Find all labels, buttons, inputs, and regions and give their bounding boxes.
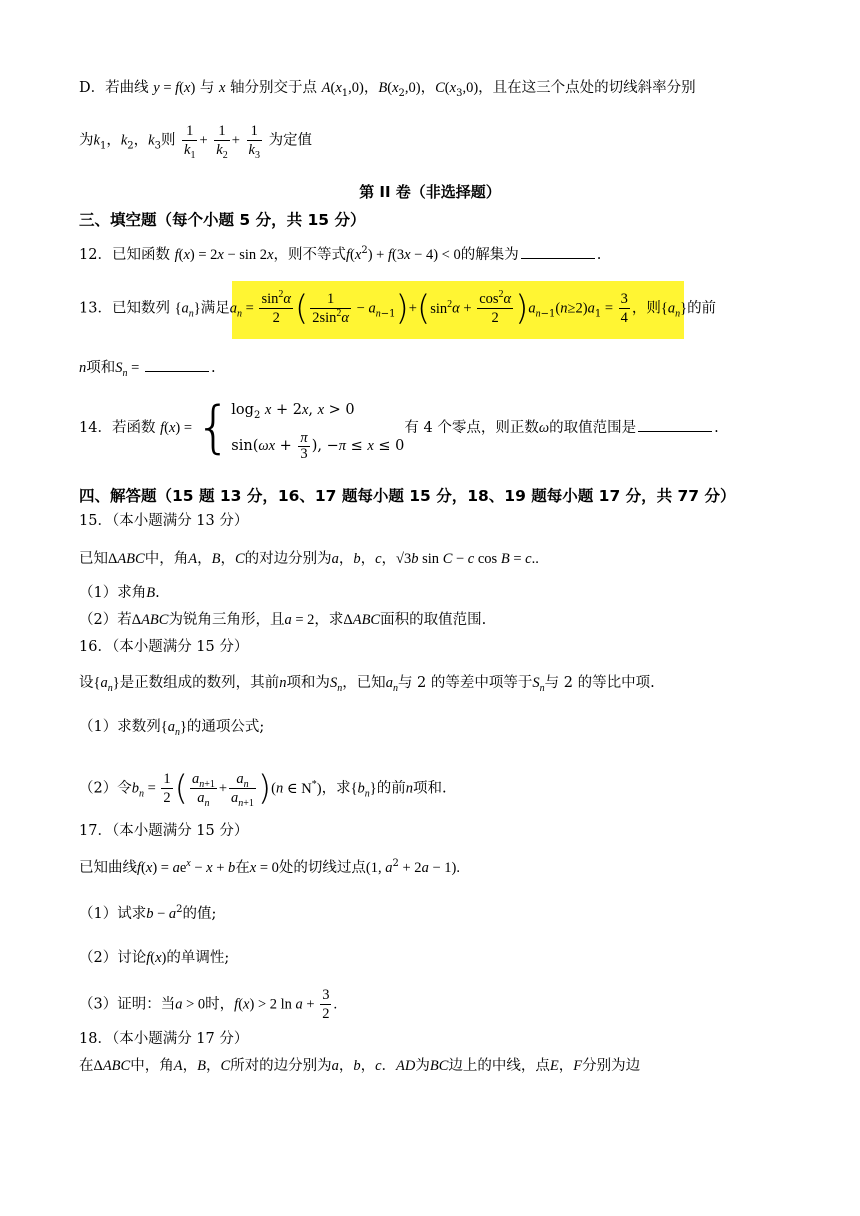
question-12: 12．已知函数 f(x) = 2x − sin 2x，则不等式$f(x^2) + f(3x - 4) < 0$的解集为 . <box>79 245 602 263</box>
answer-blank[interactable] <box>521 244 595 259</box>
section3-heading: 三、填空题（每个小题 5 分，共 15 分） <box>79 211 366 229</box>
q17-part3: （3）证明：当a > 0时，f(x) > 2 ln a + $\frac{3}{2}$ . <box>79 987 338 1022</box>
choice-d-line1: D．若曲线 y = f(x) 与 x 轴分别交于点 $A(x_1,0)$，$B(x_2,0)$，$C(x_3,0)$，且在这三个点处的切线斜率分别 <box>79 80 696 99</box>
q18-head: 18．（本小题满分 17 分） <box>79 1031 249 1047</box>
answer-blank[interactable] <box>145 357 209 372</box>
q18-stem: 在ΔABC中，角A，B，C所对的边分别为a，b，c．AD为BC边上的中线，点E，F分别为边 <box>79 1058 641 1074</box>
q15-part1: （1）求角B. <box>79 585 160 601</box>
q17-head: 17．（本小题满分 15 分） <box>79 823 249 839</box>
question-13-line2: n项和$S_n$ = . <box>79 357 800 379</box>
question-14: 14．若函数 f(x) = { $\log_2 x + 2x$, x > 0 sin(ωx + $\frac{\pi}{3}$ ), −π ≤ x ≤ 0 有 4 个零点，则正数ω的取值范围是 . <box>79 395 719 462</box>
q16-head: 16．（本小题满分 15 分） <box>79 639 249 655</box>
q15-head: 15．（本小题满分 13 分） <box>79 513 249 529</box>
q16-stem: 设$\{a_n\}$是正数组成的数列，其前n项和为$S_n$，已知$a_n$与 2 的等差中项等于$S_n$与 2 的等比中项. <box>79 675 655 694</box>
q15-stem: 已知ΔABC中，角A，B，C的对边分别为a，b，c，√3b sin C − c cos B = c.. <box>79 551 539 567</box>
part2-title: 第 II 卷（非选择题） <box>359 183 501 201</box>
q16-part2: （2）令$b_n$ = $\frac{1}{2}$ ( $\frac{a_{n+1}}{a_n}$ + $\frac{a_n}{a_{n+1}}$ )(n ∈ N*)，求$\{b_n\}$的前n项和. <box>79 768 447 809</box>
choice-d-line2: 为$k_1$，$k_2$，$k_3$则 $\frac{1}{k_1}$ + $\frac{1}{k_2}$ + $\frac{1}{k_3}$ 为定值 <box>79 123 313 161</box>
q15-part2: （2）若ΔABC为锐角三角形，且a = 2，求ΔABC面积的取值范围. <box>79 612 487 628</box>
q17-part2: （2）讨论f(x)的单调性; <box>79 950 230 966</box>
q17-part1: （1）试求$b - a^2$的值; <box>79 904 217 922</box>
section4-heading: 四、解答题（15 题 13 分，16、17 题每小题 15 分，18、19 题每小题 17 分，共 77 分） <box>79 487 736 505</box>
q17-stem: 已知曲线$f(x) = ae^x - x + b$在x = 0处的切线过点(1, $a^2 + 2a - 1$). <box>79 858 460 876</box>
q16-part1: （1）求数列$\{a_n\}$的通项公式; <box>79 719 265 738</box>
answer-blank[interactable] <box>638 417 712 432</box>
question-13: 13．已知数列 $\{a_n\}$满足$a_n$ = $\frac{\sin^2\alpha}{2}$ ( $\frac{1}{2\sin^2\alpha}$ − $a_{n-1})+(\sin^2\alpha$ + $\frac{\cos^2\alpha}{2}$ )$a_{n-1}(n\ge 2)a_1$ = $\frac{3}{4}$ ，则$\{a_n\}$的前 <box>79 288 717 329</box>
